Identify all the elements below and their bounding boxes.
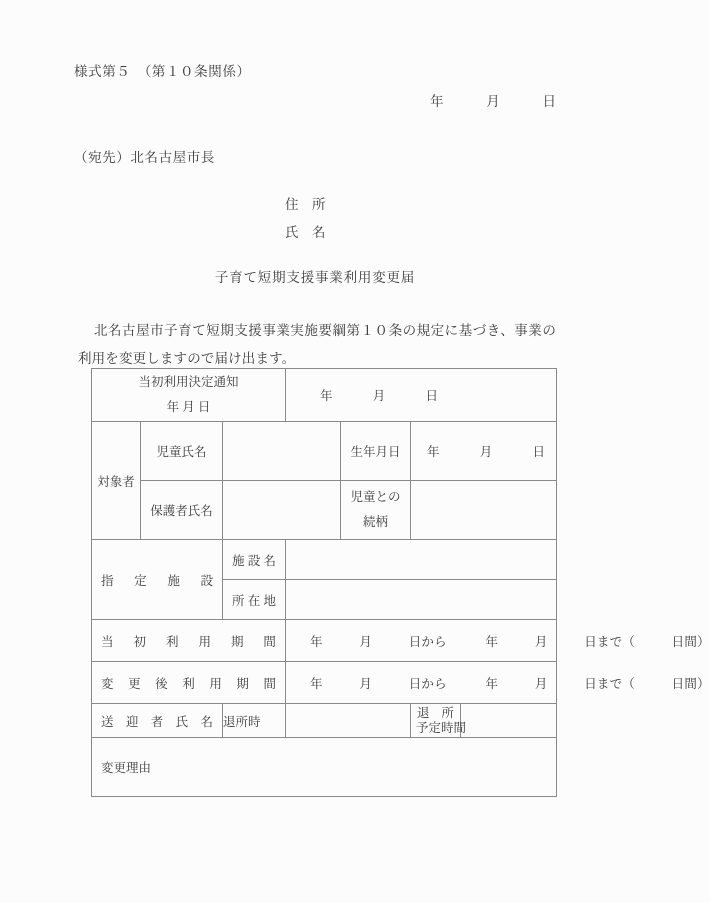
facility-name-label-char: 施 — [232, 553, 245, 568]
relation-value-cell[interactable] — [411, 481, 557, 540]
birthdate-year: 年 — [427, 445, 440, 459]
changed-period-from-day: 日から — [408, 676, 447, 691]
header-date-year: 年 — [430, 94, 444, 109]
facility-group-label-cell — [92, 540, 223, 620]
relation-label-line2: 続柄 — [362, 515, 388, 529]
initial-period-value-cell[interactable] — [286, 620, 710, 662]
changed-period-label-char: 利 — [182, 676, 195, 691]
changed-period-label-char: 後 — [155, 676, 168, 691]
changed-period-value-cell[interactable] — [286, 662, 710, 704]
form-number: 様式第５ （第１０条関係） — [74, 64, 251, 79]
table-row-target-guardian — [92, 481, 557, 540]
changed-period-value — [286, 674, 710, 692]
table-row-facility-name — [92, 540, 557, 580]
notice-date-label-line1: 当初利用決定通知 — [138, 375, 239, 389]
escort-name-label-char: 氏 — [175, 714, 189, 729]
escort-name-label-char: 迎 — [125, 714, 139, 729]
header-date-day: 日 — [542, 94, 556, 109]
scheduled-leave-label-char: 予 — [416, 720, 429, 735]
notice-date-label — [92, 370, 285, 420]
table-row-escort — [92, 704, 557, 738]
facility-group-label-char: 定 — [134, 573, 147, 588]
changed-period-label-char: 用 — [209, 676, 222, 691]
changed-period-label — [92, 674, 285, 692]
change-reason-label: 変更理由 — [101, 761, 152, 775]
changed-period-to-month: 月 — [534, 676, 548, 691]
scheduled-leave-time-label — [411, 705, 467, 736]
notice-date-value-cell[interactable] — [286, 369, 557, 422]
applicant-name-label: 氏 名 — [285, 225, 326, 240]
initial-period-label-char: 期 — [230, 634, 244, 649]
change-reason-value — [92, 776, 556, 782]
scheduled-leave-label-char: 定 — [428, 720, 442, 735]
birthdate-day: 日 — [532, 445, 546, 459]
initial-period-to-month: 月 — [534, 634, 548, 649]
changed-period-to-day: 日まで（ — [584, 676, 636, 691]
table-row-notice-date — [92, 369, 557, 422]
target-person-group-label-cell — [92, 422, 141, 540]
notice-date-value — [286, 386, 556, 404]
scheduled-leave-label-char: 間 — [453, 720, 467, 735]
table-row-reason — [92, 738, 557, 797]
initial-period-value — [286, 632, 710, 650]
initial-period-to-year: 年 — [485, 634, 499, 649]
facility-name-label-cell — [223, 540, 286, 580]
facility-address-label-char: 在 — [247, 593, 261, 608]
changed-period-days: 日間） — [671, 676, 710, 691]
scheduled-leave-label-line2 — [415, 720, 467, 736]
birthdate-value — [411, 442, 556, 460]
birthdate-label-cell — [341, 422, 411, 481]
changed-period-from-month: 月 — [359, 676, 373, 691]
application-form-table — [91, 368, 710, 797]
birthdate-label: 生年月日 — [350, 445, 401, 459]
facility-address-label — [223, 591, 285, 609]
initial-period-to-day: 日まで（ — [584, 634, 636, 649]
initial-period-label — [92, 632, 285, 650]
scheduled-leave-label-char: 時 — [441, 720, 454, 735]
facility-address-value-cell[interactable] — [286, 580, 557, 620]
initial-period-label-char: 初 — [133, 634, 146, 649]
guardian-name-label: 保護者氏名 — [150, 504, 213, 518]
notice-value-year: 年 — [320, 389, 333, 403]
initial-period-label-char: 間 — [263, 634, 276, 649]
initial-period-label-cell — [92, 620, 286, 662]
notice-label-day: 日 — [197, 400, 211, 414]
changed-period-from-year: 年 — [310, 676, 323, 691]
initial-period-label-char: 用 — [198, 634, 211, 649]
facility-address-label-char: 地 — [263, 593, 276, 608]
child-name-label: 児童氏名 — [156, 445, 207, 459]
changed-period-label-char: 更 — [128, 676, 141, 691]
facility-group-label — [92, 571, 222, 589]
scheduled-leave-label-line1 — [415, 706, 456, 721]
notice-value-day: 日 — [425, 389, 439, 403]
notice-date-label-cell — [92, 369, 286, 422]
facility-group-label-char: 指 — [101, 573, 114, 588]
facility-name-label — [223, 551, 285, 569]
header-date-line — [430, 90, 556, 110]
initial-period-label-char: 利 — [165, 634, 179, 649]
scheduled-leave-time-label-cell — [411, 704, 467, 738]
leave-time-label-cell — [223, 704, 286, 738]
change-reason-cell[interactable] — [92, 738, 557, 797]
escort-name-label-cell — [92, 704, 223, 738]
scheduled-leave-label-char: 退 — [417, 705, 430, 720]
escort-name-label-char: 者 — [150, 714, 164, 729]
table-row-changed-period — [92, 662, 557, 704]
facility-address-label-char: 所 — [232, 593, 245, 608]
escort-name-label-char: 送 — [101, 714, 114, 729]
leave-time-label: 退所時 — [223, 714, 261, 729]
notice-date-label-line2 — [92, 395, 285, 420]
table-row-initial-period — [92, 620, 557, 662]
birthdate-value-cell[interactable] — [411, 422, 557, 481]
changed-period-label-char: 変 — [101, 676, 114, 691]
child-name-value-cell[interactable] — [223, 422, 341, 481]
relation-label-line1: 児童との — [350, 490, 401, 504]
notice-label-month: 月 — [182, 400, 195, 414]
relation-label-cell — [341, 481, 411, 540]
target-person-group-label: 対象者 — [97, 474, 135, 489]
initial-period-from-year: 年 — [310, 634, 323, 649]
facility-address-label-cell — [223, 580, 286, 620]
body-paragraph: 北名古屋市子育て短期支援事業実施要綱第１０条の規定に基づき、事業の利用を変更しますので届け出ます。 — [78, 323, 556, 366]
relation-label — [341, 485, 410, 535]
initial-period-from-day: 日から — [408, 634, 447, 649]
guardian-name-value-cell[interactable] — [223, 481, 341, 540]
facility-name-value-cell[interactable] — [286, 540, 557, 580]
facility-name-label-char: 名 — [263, 553, 276, 568]
facility-group-label-char: 設 — [200, 573, 213, 588]
birthdate-month: 月 — [479, 445, 493, 459]
facility-group-label-char: 施 — [167, 573, 180, 588]
applicant-address-label: 住 所 — [285, 197, 326, 212]
header-date-month: 月 — [486, 94, 500, 109]
page-title: 子育て短期支援事業利用変更届 — [214, 270, 416, 285]
table-row-target-child — [92, 422, 557, 481]
changed-period-to-year: 年 — [485, 676, 499, 691]
notice-value-month: 月 — [372, 389, 386, 403]
initial-period-from-month: 月 — [359, 634, 373, 649]
initial-period-label-char: 当 — [101, 634, 114, 649]
initial-period-days: 日間） — [671, 634, 710, 649]
scheduled-leave-time-value-cell[interactable] — [461, 704, 557, 738]
facility-name-label-char: 設 — [247, 553, 261, 568]
child-name-label-cell — [141, 422, 223, 481]
changed-period-label-char: 間 — [263, 676, 276, 691]
escort-name-label — [92, 712, 222, 730]
changed-period-label-char: 期 — [236, 676, 249, 691]
changed-period-label-cell — [92, 662, 286, 704]
escort-name-label-char: 名 — [200, 714, 213, 729]
scheduled-leave-label-char: 所 — [441, 705, 454, 720]
notice-label-year: 年 — [166, 400, 180, 414]
guardian-name-label-cell — [141, 481, 223, 540]
leave-time-value-cell[interactable] — [286, 704, 411, 738]
applicant-block — [285, 191, 326, 247]
addressee-line: （宛先）北名古屋市長 — [74, 150, 215, 165]
